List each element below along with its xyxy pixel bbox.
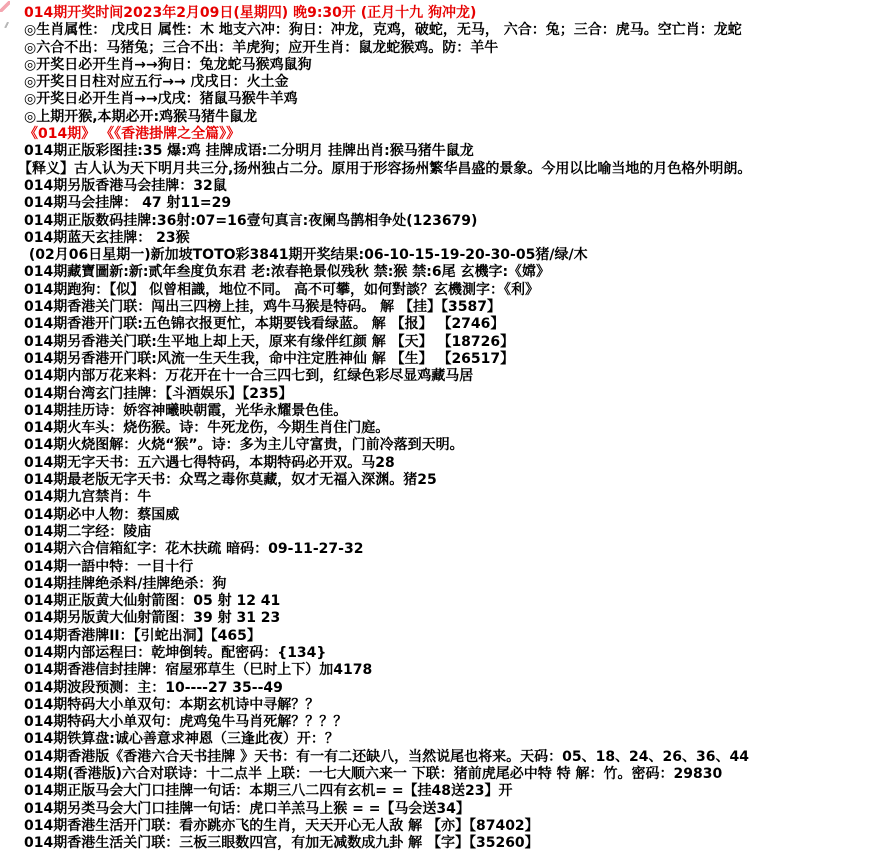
text-line-envelope-board: 014期香港信封挂牌：宿屋邪草生（巳时上下）加4178 bbox=[24, 662, 373, 679]
text-line-color-chart: 014期正版彩图挂:35 爆:鸡 挂牌成语:二分明月 挂牌出肖:猴马猪牛鼠龙 bbox=[24, 143, 474, 160]
text-line-must-hit-person: 014期必中人物：蔡国威 bbox=[24, 506, 180, 523]
text-line-wordless-book: 014期无字天书：五六遇七得特码，本期特码必开双。马28 bbox=[24, 454, 395, 471]
text-line-life-close-couplet: 014期香港生活关门联：三板三眼数四宫，有加无减数成九卦 解 【字】【35260】 bbox=[24, 835, 539, 852]
text-line-must-open-1: ◎开奖日必开生肖→→狗日：兔龙蛇马猴鸡鼠狗 bbox=[24, 56, 312, 73]
text-line-two-char: 014期二字经：陵庙 bbox=[24, 523, 152, 540]
text-line-liuhe-exclude: ◎六合不出：马猪兔；三合不出：羊虎狗；应开生肖：鼠龙蛇猴鸡。防：羊牛 bbox=[24, 39, 499, 56]
text-line-jiugong-ban: 014期九宫禁肖：牛 bbox=[24, 489, 152, 506]
text-line-zodiac-attr: ◎生肖属性： 戊戌日 属性：木 地支六冲：狗日：冲龙，克鸡，破蛇，无马， 六合：兔；三合：虎马。空亡肖：龙蛇 bbox=[24, 22, 742, 39]
text-line-gate-phrase-2: 014期另类马会大门口挂牌一句话：虎口羊羔马上猴 = =【马会送34】 bbox=[24, 800, 470, 817]
text-line-five-elements: ◎开奖日日柱对应五行→→ 戊戌日：火土金 bbox=[24, 74, 289, 91]
text-line-gate-phrase-1: 014期正版马会大门口挂牌一句话：本期三八二四有玄机= =【挂48送23】开 bbox=[24, 783, 513, 800]
text-line-abacus: 014期铁算盘:诚心善意求神恩（三逢此夜）开：？ bbox=[24, 731, 339, 748]
text-line-calendar-poem: 014期挂历诗：娇容神曦映朝霞，光华永耀景色佳。 bbox=[24, 402, 348, 419]
text-line-bluesky-board: 014期蓝天玄挂牌： 23猴 bbox=[24, 229, 190, 246]
text-line-huangdaxian-2: 014期另版黄大仙射箭图：39 射 31 23 bbox=[24, 610, 281, 627]
text-line-oldest-wordless: 014期最老版无字天书：众骂之毒你莫藏，奴才无福入深渊。猪25 bbox=[24, 472, 437, 489]
text-line-digital-board: 014期正版数码挂牌:36射:07=16壹句真言:夜阑鸟鹊相争处(123679) bbox=[24, 212, 478, 229]
text-line-train-head: 014期火车头：烧伤猴。诗：牛死龙伤，今期生肖住门庭。 bbox=[24, 420, 390, 437]
corner-artifact-pink bbox=[0, 1, 10, 12]
text-line-wanhua: 014期内部万花来料：万花开在十一合三四七到，红绿色彩尽显鸡藏马居 bbox=[24, 368, 474, 385]
text-line-heaven-book: 014期香港版《香港六合天书挂牌 》天书：有一有二还缺八，当然说尾也将来。天码：05、18、24、26、36、44 bbox=[24, 748, 749, 765]
text-line-paogou: 014期跑狗：【似】 似曾相識，地位不同。 高不可攀，如何對談？玄機測字：《利》 bbox=[24, 281, 539, 298]
text-line-wave-predict: 014期波段预测：主：10----27 35--49 bbox=[24, 679, 283, 696]
corner-artifact-gray bbox=[2, 22, 11, 28]
text-line-fire-chart: 014期火烧图解：火烧“猴”。诗：多为主儿守富贵，门前冷落到天明。 bbox=[24, 437, 464, 454]
text-line-special-phrase-1: 014期特码大小单双句：本期玄机诗中寻解？？ bbox=[24, 696, 320, 713]
text-line-huangdaxian-1: 014期正版黄大仙射箭图：05 射 12 41 bbox=[24, 593, 281, 610]
text-line-life-open-couplet: 014期香港生活开门联：看亦跳亦飞的生肖，天天开心无人敌 解 【亦】【87402】 bbox=[24, 817, 539, 834]
text-line-explanation: 【释义】古人认为天下明月共三分,扬州独占二分。原用于形容扬州繁华昌盛的景象。今用以比喻当地的月色格外明朗。 bbox=[18, 160, 752, 177]
text-line-hk-board-ii: 014期香港牌II：【引蛇出洞】【465】 bbox=[24, 627, 261, 644]
text-line-taiwan-board: 014期台湾玄门挂牌：【斗酒娱乐】【235】 bbox=[24, 385, 293, 402]
text-line-jockey-club: 014期马会挂牌： 47 射11=29 bbox=[24, 195, 232, 212]
text-line-special-phrase-2: 014期特码大小单双句：虎鸡兔牛马肖死解？？？？ bbox=[24, 714, 348, 731]
text-line-mailbox-red: 014期六合信箱紅字：花木扶疏 暗码：09-11-27-32 bbox=[24, 541, 364, 558]
text-line-hk-open-couplet: 014期香港开门联:五色锦衣报更忙，本期要钱看绿蓝。 解 【报】 【2746】 bbox=[24, 316, 505, 333]
text-line-one-phrase: 014期一語中特：一目十行 bbox=[24, 558, 194, 575]
text-line-alt-close-couplet: 014期另香港关门联:生平地上却上天，原来有缘伴红颜 解 【天】 【18726】 bbox=[24, 333, 515, 350]
text-line-treasure-map: 014期藏寶圖新:新:贰年叁度负东君 老:浓春艳景似残秋 禁:猴 禁:6尾 玄機字:《嫦》 bbox=[24, 264, 551, 281]
text-line-toto-result: (02月06日星期一)新加坡TOTO彩3841期开奖结果:06-10-15-19-20-30-05猪/绿/木 bbox=[24, 247, 588, 264]
header-draw-time: 014期开奖时间2023年2月09日(星期四) 晚9:30开 (正月十九 狗冲龙) bbox=[24, 5, 477, 21]
text-line-board-kill: 014期挂牌绝杀料/挂牌绝杀：狗 bbox=[24, 575, 227, 592]
text-line-internal-fortune: 014期内部运程曰：乾坤倒转。配密码：{134} bbox=[24, 644, 327, 661]
text-line-alt-open-couplet: 014期另香港开门联:风流一生天生我，命中注定胜神仙 解 【生】 【26517】 bbox=[24, 350, 515, 367]
text-line-must-open-2: ◎开奖日必开生肖→→戊戌：猪鼠马猴牛羊鸡 bbox=[24, 91, 298, 108]
text-line-hk-close-couplet: 014期香港关门联：闯出三四榜上挂，鸡牛马猴是特码。 解 【挂】【3587】 bbox=[24, 299, 501, 316]
text-line-last-draw: ◎上期开猴,本期必开:鸡猴马猪牛鼠龙 bbox=[24, 108, 258, 125]
text-line-alt-hk-jockey: 014期另版香港马会挂牌：32鼠 bbox=[24, 177, 227, 194]
section-title-guapai: 《014期》 《《香港掛牌之全篇》》 bbox=[24, 126, 241, 143]
text-line-couplet-poem: 014期(香港版)六合对联诗：十二点半 上联：一七大顺六来一 下联：猪前虎尾必中特 特 解：竹。密码：29830 bbox=[24, 766, 723, 783]
